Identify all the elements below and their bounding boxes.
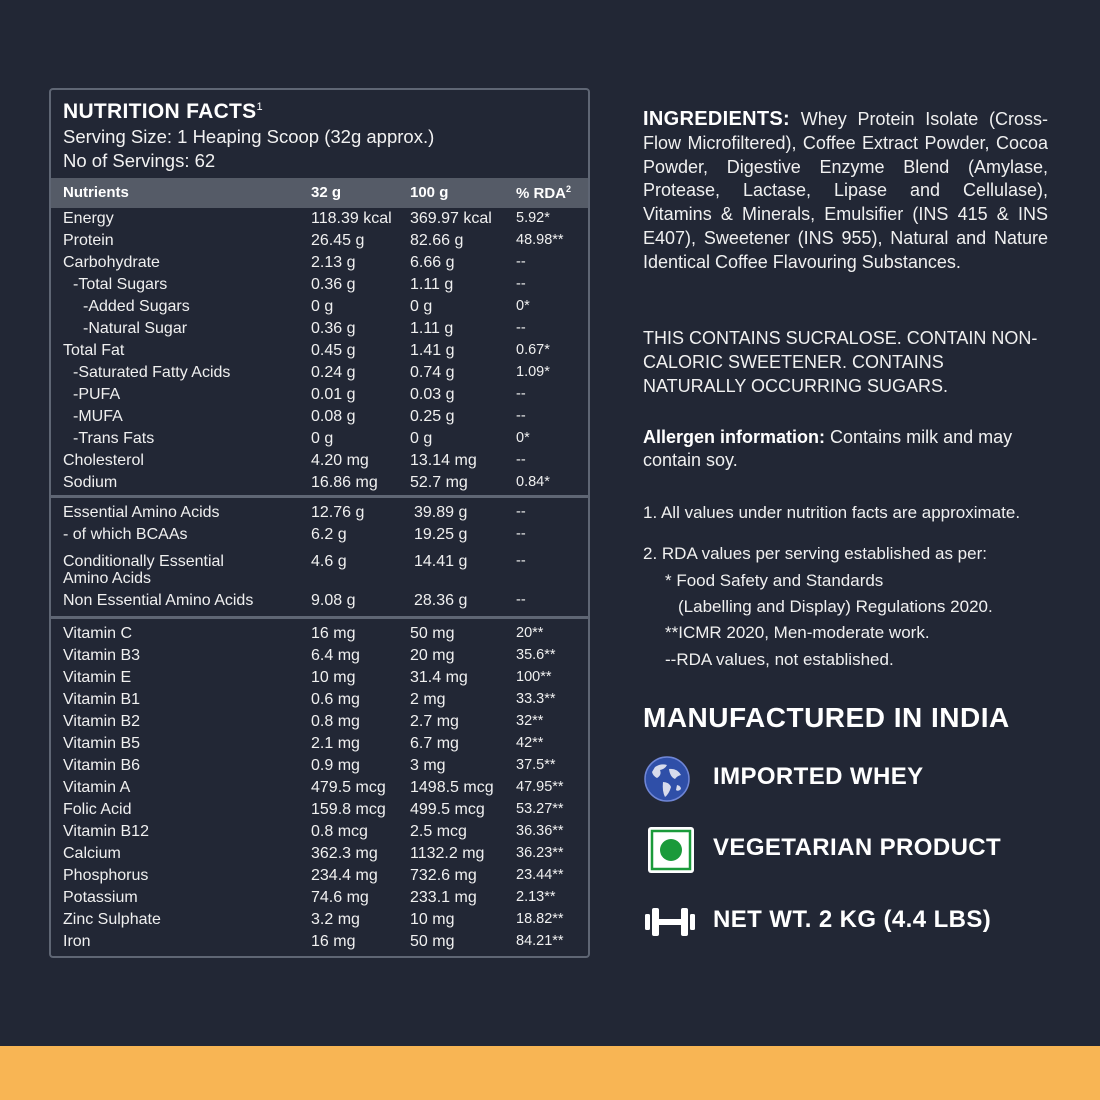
nutrient-name: - of which BCAAs: [63, 526, 188, 543]
per-serving-value: 6.4 mg: [311, 647, 360, 664]
footnote-2: 2. RDA values per serving established as per:: [643, 544, 987, 563]
rda-value: --: [516, 254, 526, 270]
per-serving-value: 10 mg: [311, 669, 356, 686]
per-100g-value: 233.1 mg: [410, 889, 477, 906]
footnote-2a: * Food Safety and Standards: [665, 571, 884, 590]
per-100g-value: 0 g: [410, 430, 433, 447]
table-row: [51, 867, 588, 889]
per-serving-value: 0 g: [311, 430, 334, 447]
per-100g-value: 28.36 g: [414, 592, 468, 609]
per-100g-value: 2.5 mcg: [410, 823, 467, 840]
table-row: [51, 232, 588, 254]
per-100g-value: 1.11 g: [410, 320, 454, 337]
rda-value: --: [516, 276, 526, 292]
per-100g-value: 50 mg: [410, 625, 455, 642]
table-row: [51, 779, 588, 801]
rda-value: 37.5**: [516, 757, 556, 773]
per-serving-value: 16 mg: [311, 625, 356, 642]
nutrient-name: Vitamin B1: [63, 691, 141, 708]
table-row: [51, 430, 588, 452]
rda-value: 20**: [516, 625, 544, 641]
sucralose-notice: THIS CONTAINS SUCRALOSE. CONTAIN NON-CALORIC SWEETENER. CONTAINS NATURALLY OCCURRING SUGARS.: [643, 328, 1038, 396]
per-100g-value: 369.97 kcal: [410, 210, 492, 227]
per-serving-value: 6.2 g: [311, 526, 347, 543]
footnote-2d: --RDA values, not established.: [665, 650, 894, 669]
table-row: [51, 757, 588, 779]
table-row: [51, 889, 588, 911]
nutrient-name: -Saturated Fatty Acids: [73, 364, 231, 381]
per-100g-value: 14.41 g: [414, 553, 468, 570]
rda-value: --: [516, 452, 526, 468]
per-100g-value: 6.7 mg: [410, 735, 459, 752]
per-100g-value: 0 g: [410, 298, 433, 315]
table-row: [51, 845, 588, 867]
per-100g-value: 31.4 mg: [410, 669, 468, 686]
header-rda: % RDA$^2$: [516, 184, 572, 202]
nutrient-name: Essential Amino Acids: [63, 504, 220, 521]
table-row: [51, 911, 588, 933]
nutrient-name: Zinc Sulphate: [63, 911, 161, 928]
per-serving-value: 0.08 g: [311, 408, 356, 425]
nutrient-name: Vitamin E: [63, 669, 132, 686]
per-serving-value: 0.36 g: [311, 276, 356, 293]
rda-value: --: [516, 504, 526, 520]
nutrient-name: Vitamin B5: [63, 735, 141, 752]
per-serving-value: 118.39 kcal: [311, 210, 392, 227]
per-serving-value: 74.6 mg: [311, 889, 369, 906]
nutrient-name: Amino Acids: [63, 570, 152, 587]
section-divider: [51, 616, 588, 619]
per-serving-value: 0 g: [311, 298, 334, 315]
nutrient-name: Potassium: [63, 889, 138, 906]
per-serving-value: 9.08 g: [311, 592, 356, 609]
per-100g-value: 0.25 g: [410, 408, 455, 425]
per-serving-value: 0.24 g: [311, 364, 356, 381]
ingredients-block: [643, 108, 1048, 275]
nutrient-name: Vitamin B6: [63, 757, 141, 774]
allergen-text: Contains milk and may contain soy.: [643, 427, 1013, 470]
vegetarian-product-label: VEGETARIAN PRODUCT: [713, 834, 1002, 861]
servings-count: No of Servings: 62: [63, 150, 216, 171]
per-serving-value: 479.5 mcg: [311, 779, 386, 796]
footnote-2c: **ICMR 2020, Men-moderate work.: [665, 623, 930, 642]
per-100g-value: 6.66 g: [410, 254, 455, 271]
table-row: [51, 452, 588, 474]
per-100g-value: 0.74 g: [410, 364, 455, 381]
nutrient-name: Vitamin A: [63, 779, 131, 796]
nutrient-name: -Added Sugars: [83, 298, 190, 315]
nutrient-name: Iron: [63, 933, 91, 950]
table-row: [51, 298, 588, 320]
rda-value: 0*: [516, 430, 530, 446]
per-100g-value: 10 mg: [410, 911, 455, 928]
per-serving-value: 2.13 g: [311, 254, 356, 271]
rda-value: 33.3**: [516, 691, 556, 707]
per-100g-value: 732.6 mg: [410, 867, 477, 884]
per-serving-value: 0.01 g: [311, 386, 356, 403]
header-per-100g: 100 g: [410, 184, 449, 201]
per-100g-value: 1.11 g: [410, 276, 454, 293]
nutrient-name: -MUFA: [73, 408, 123, 425]
header-nutrients: Nutrients: [63, 184, 129, 201]
table-row: [51, 735, 588, 757]
header-per-serving: 32 g: [311, 184, 342, 201]
footnote-1: 1. All values under nutrition facts are approximate.: [643, 503, 1021, 522]
table-row: [51, 474, 588, 496]
manufactured-heading: MANUFACTURED IN INDIA: [643, 702, 1010, 733]
per-100g-value: 2.7 mg: [410, 713, 459, 730]
nutrient-name: -Total Sugars: [73, 276, 168, 293]
rda-value: 42**: [516, 735, 544, 751]
rda-value: 36.36**: [516, 823, 564, 839]
per-serving-value: 0.8 mg: [311, 713, 360, 730]
rda-value: 0.67*: [516, 342, 550, 358]
per-serving-value: 0.9 mg: [311, 757, 360, 774]
per-serving-value: 3.2 mg: [311, 911, 360, 928]
per-100g-value: 39.89 g: [414, 504, 468, 521]
per-serving-value: 0.36 g: [311, 320, 356, 337]
rda-value: 36.23**: [516, 845, 564, 861]
net-weight-label: NET WT. 2 KG (4.4 LBS): [713, 906, 992, 933]
per-serving-value: 16 mg: [311, 933, 356, 950]
nutrient-name: Non Essential Amino Acids: [63, 592, 254, 609]
rda-value: 2.13**: [516, 889, 556, 905]
table-row: [51, 254, 588, 276]
rda-value: 100**: [516, 669, 552, 685]
table-row: [51, 364, 588, 386]
ingredients-label: INGREDIENTS:: [643, 108, 790, 130]
section-divider: [51, 495, 588, 498]
per-serving-value: 16.86 mg: [311, 474, 378, 491]
rda-value: --: [516, 408, 526, 424]
veg-mark-icon: [647, 826, 695, 874]
per-serving-value: 0.45 g: [311, 342, 356, 359]
nutrient-name: Cholesterol: [63, 452, 144, 469]
nutrient-name: Carbohydrate: [63, 254, 160, 271]
per-serving-value: 234.4 mg: [311, 867, 378, 884]
table-row: [51, 669, 588, 691]
table-row: [51, 801, 588, 823]
table-row: [51, 504, 588, 526]
per-serving-value: 4.20 mg: [311, 452, 369, 469]
per-100g-value: 1498.5 mcg: [410, 779, 494, 796]
rda-value: 18.82**: [516, 911, 564, 927]
table-row: [51, 691, 588, 713]
per-100g-value: 82.66 g: [410, 232, 464, 249]
table-row: [51, 713, 588, 735]
nutrient-name: Vitamin C: [63, 625, 133, 642]
per-serving-value: 4.6 g: [311, 553, 347, 570]
nutrient-name: Total Fat: [63, 342, 125, 359]
rda-value: 32**: [516, 713, 544, 729]
footnote-2b: (Labelling and Display) Regulations 2020.: [678, 597, 993, 616]
rda-value: 47.95**: [516, 779, 564, 795]
table-row: [51, 592, 588, 614]
rda-value: 35.6**: [516, 647, 556, 663]
rda-value: --: [516, 526, 526, 542]
globe-icon: [643, 755, 691, 803]
dumbbell-icon: [644, 906, 696, 938]
nutrient-name: Calcium: [63, 845, 121, 862]
per-100g-value: 2 mg: [410, 691, 446, 708]
nutrient-name: Vitamin B2: [63, 713, 141, 730]
per-100g-value: 1132.2 mg: [410, 845, 485, 862]
nutrient-name: Sodium: [63, 474, 118, 491]
per-100g-value: 19.25 g: [414, 526, 468, 543]
rda-value: --: [516, 386, 526, 402]
nutrition-facts-panel: [49, 88, 590, 958]
per-100g-value: 0.03 g: [410, 386, 455, 403]
rda-value: 23.44**: [516, 867, 564, 883]
table-row: [51, 625, 588, 647]
table-row: [51, 210, 588, 232]
rda-value: 1.09*: [516, 364, 550, 380]
nutrient-name: -Trans Fats: [73, 430, 155, 447]
table-row: [51, 342, 588, 364]
table-row: [51, 526, 588, 548]
nutrient-name: Conditionally Essential: [63, 553, 224, 570]
per-serving-value: 362.3 mg: [311, 845, 378, 862]
per-serving-value: 12.76 g: [311, 504, 365, 521]
nutrient-name: -Natural Sugar: [83, 320, 188, 337]
nutrient-name: Energy: [63, 210, 114, 227]
nutrient-name: -PUFA: [73, 386, 121, 403]
nutrient-name: Protein: [63, 232, 114, 249]
per-100g-value: 499.5 mcg: [410, 801, 485, 818]
per-100g-value: 1.41 g: [410, 342, 455, 359]
table-row: [51, 276, 588, 298]
rda-value: 48.98**: [516, 232, 564, 248]
imported-whey-label: IMPORTED WHEY: [713, 763, 924, 790]
rda-value: 5.92*: [516, 210, 550, 226]
nutrient-name: Phosphorus: [63, 867, 149, 884]
serving-size: Serving Size: 1 Heaping Scoop (32g approx.): [63, 126, 435, 147]
per-serving-value: 2.1 mg: [311, 735, 360, 752]
rda-value: 53.27**: [516, 801, 564, 817]
allergen-label: Allergen information:: [643, 427, 826, 447]
table-row: [51, 933, 588, 955]
nutrient-name: Vitamin B12: [63, 823, 149, 840]
rda-value: --: [516, 592, 526, 608]
table-row: [51, 408, 588, 430]
per-serving-value: 26.45 g: [311, 232, 365, 249]
ingredients-text: Whey Protein Isolate (Cross-Flow Microfiltered), Coffee Extract Powder, Cocoa Powder, Digestive Enzyme Blend (Amylase, Protease, Lactase, Lipase and Cellulase), Vitamins & Minerals, Emulsifier (INS 415 & INS E407), Sweetener (INS 955), Natural and Nature Identical Coffee Flavouring Substances.: [643, 109, 1048, 272]
per-100g-value: 50 mg: [410, 933, 455, 950]
rda-value: 84.21**: [516, 933, 564, 949]
table-row: [51, 570, 588, 592]
rda-value: 0*: [516, 298, 530, 314]
rda-value: --: [516, 320, 526, 336]
rda-value: 0.84*: [516, 474, 550, 490]
allergen-block: [643, 426, 1063, 472]
nutrient-name: Vitamin B3: [63, 647, 141, 664]
accent-bar: [0, 1046, 1100, 1100]
per-serving-value: 159.8 mcg: [311, 801, 386, 818]
table-row: [51, 320, 588, 342]
nutrition-table-header: [51, 178, 588, 208]
per-100g-value: 52.7 mg: [410, 474, 468, 491]
rda-value: --: [516, 553, 526, 569]
per-100g-value: 13.14 mg: [410, 452, 477, 469]
nutrient-name: Folic Acid: [63, 801, 132, 818]
table-row: [51, 647, 588, 669]
table-row: [51, 823, 588, 845]
per-100g-value: 20 mg: [410, 647, 455, 664]
nutrition-facts-title: NUTRITION FACTS$^1$: [63, 100, 263, 123]
per-serving-value: 0.8 mcg: [311, 823, 368, 840]
per-100g-value: 3 mg: [410, 757, 446, 774]
per-serving-value: 0.6 mg: [311, 691, 360, 708]
table-row: [51, 386, 588, 408]
